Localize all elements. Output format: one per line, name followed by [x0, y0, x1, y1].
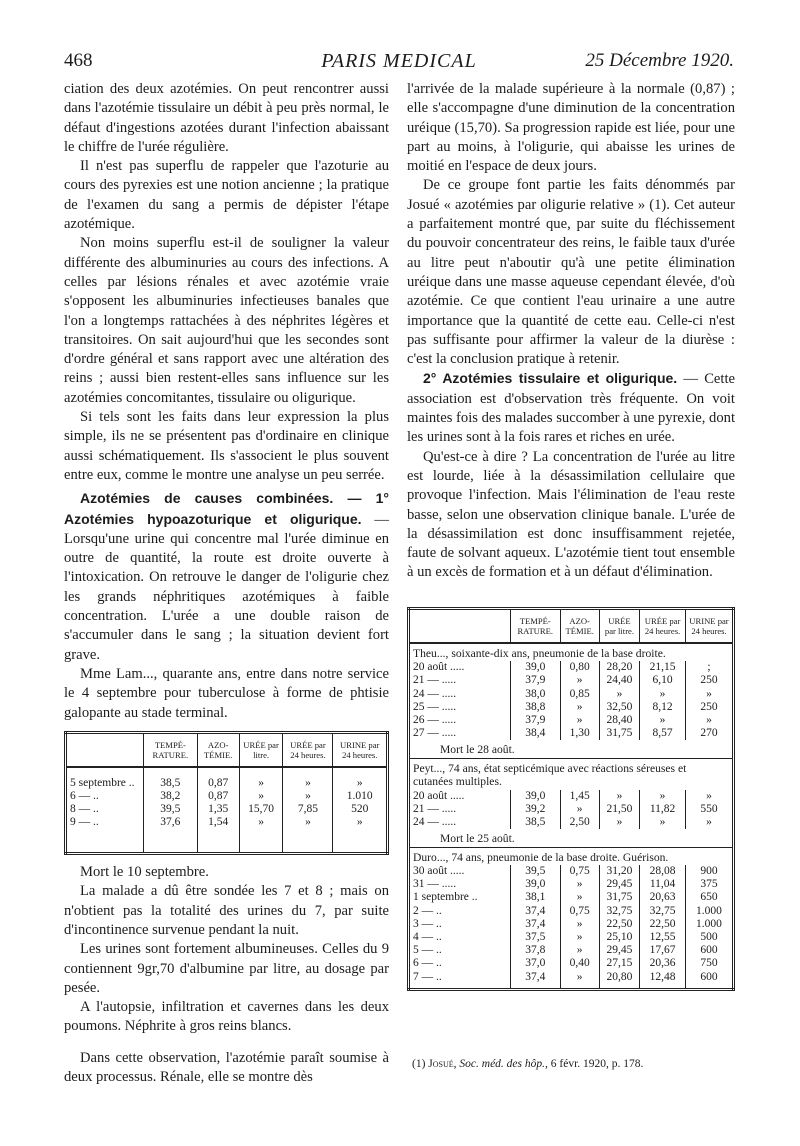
table-cell: 30 août ..... — [413, 864, 465, 877]
table-cell: 1,35 — [197, 803, 239, 816]
paragraph: Dans cette observation, l'azotémie paraît soumise à deux processus. Rénale, elle se montre dès — [64, 1049, 389, 1086]
table-cell: 1.000 — [685, 918, 733, 931]
table-cell: » — [599, 688, 639, 701]
table-cell: 24 — ..... — [413, 815, 457, 828]
table-cell: 270 — [685, 727, 733, 740]
table-row — [409, 714, 734, 727]
table-cell: 15,70 — [239, 803, 283, 816]
right-column — [407, 80, 735, 991]
table-cell: 20,36 — [640, 957, 686, 970]
left-column — [64, 80, 389, 1087]
footnote-rest: 6 févr. 1920, p. 178. — [547, 1058, 644, 1070]
table-row — [409, 674, 734, 687]
case-title: Theu..., soixante-dix ans, pneumonie de la base droite. — [413, 646, 666, 660]
table-cell: 11,04 — [640, 878, 686, 891]
table-cell: 5 septembre .. — [70, 776, 135, 789]
paragraph: Qu'est-ce à dire ? La concentration de l'urée au litre est lourde, liée à la désassimilation cellulaire que provoque l'infection. Mais l'élimination de l'eau reste basse, selon une observation clinique banale. L'urée de la désassimilation est donc insuffisamment rejetée, faute de solvant aqueux. L'azotémie tient tout ensemble à un excès de formation et à un défaut d'élimination. — [407, 448, 735, 581]
table-cell: 20,80 — [599, 971, 639, 984]
table-cell: » — [640, 714, 686, 727]
case-title: Peyt..., 74 ans, état septicémique avec réactions séreuses et cutanées multiples. — [409, 758, 734, 789]
table-cell: 0,75 — [560, 865, 599, 878]
table-row — [409, 891, 734, 904]
table-cell: » — [599, 816, 639, 829]
table-cell: 31,20 — [599, 865, 639, 878]
table-cell: 31 — ..... — [413, 878, 457, 891]
table-cell: 37,8 — [511, 944, 561, 957]
table-cell: » — [239, 816, 283, 829]
paragraph-text: — Lorsqu'une urine qui concentre mal l'urée diminue en outre de quantité, la route est droite ouverte à l'intoxication. On retrouve le danger de l'oligurie chez les grands néphritiques azotémiques à faible concentration. L'urée a une double raison de s'accumuler dans le sang ; la situation devient fort grave. — [64, 511, 389, 663]
table-header — [409, 608, 511, 643]
table-cell: 6,10 — [640, 674, 686, 687]
table-cell: 39,2 — [511, 803, 561, 816]
footnote-author: Josué, — [428, 1058, 457, 1070]
table-cell: 12,48 — [640, 971, 686, 984]
table-cell: 29,45 — [599, 944, 639, 957]
table-cell: » — [560, 971, 599, 984]
paragraph — [407, 369, 735, 447]
table-row — [66, 777, 388, 790]
table-cell: 6 — .. — [413, 957, 442, 970]
table-cell: 1.000 — [685, 905, 733, 918]
page-number: 468 — [64, 50, 93, 71]
table-header: URÉE par litre. — [239, 732, 283, 767]
case-title-row — [409, 847, 734, 865]
table-row — [409, 905, 734, 918]
table-header-row — [66, 732, 388, 767]
case-note: Mort le 10 septembre. — [80, 864, 209, 881]
table-cell: 1,30 — [560, 727, 599, 740]
table-cell: 32,75 — [599, 905, 639, 918]
table-cell: 12,55 — [640, 931, 686, 944]
table-row — [409, 816, 734, 829]
table-cell: » — [239, 777, 283, 790]
table-cell: 520 — [333, 803, 388, 816]
table-cell: 20,63 — [640, 891, 686, 904]
table-cell: » — [239, 790, 283, 803]
table-cell: 38,0 — [511, 688, 561, 701]
table-row — [409, 865, 734, 878]
table-cell: 25 — ..... — [413, 700, 457, 713]
table-cell: » — [685, 790, 733, 803]
paragraph: Il n'est pas superflu de rappeler que l'azoturie au cours des pyrexies est une notion ancienne ; la pratique de l'examen du sang a permis de dépister l'étape azotémique. — [64, 158, 389, 233]
table-cell: » — [560, 891, 599, 904]
table-cell: 1.010 — [333, 790, 388, 803]
table-row — [409, 803, 734, 816]
table-cell: 37,9 — [511, 674, 561, 687]
case-title-row — [409, 758, 734, 789]
case-description: Mme Lam..., quarante ans, entre dans notre service le 4 septembre pour tuberculose à forme de phtisie galopante au stade terminal. — [64, 665, 389, 721]
journal-title: PARIS MEDICAL — [321, 50, 477, 72]
table-cell: » — [560, 701, 599, 714]
table-row — [409, 931, 734, 944]
table-cell: 21 — ..... — [413, 674, 457, 687]
table-cell: 28,40 — [599, 714, 639, 727]
table-row — [409, 918, 734, 931]
table-cell: 29,45 — [599, 878, 639, 891]
table-cell: 250 — [685, 701, 733, 714]
table-cell: » — [333, 816, 388, 829]
table-cell: 37,6 — [144, 816, 198, 829]
table-row — [66, 790, 388, 803]
table-cell: 900 — [685, 865, 733, 878]
paragraph — [64, 489, 389, 665]
table-cell: 0,87 — [197, 777, 239, 790]
table-cell: 38,8 — [511, 701, 561, 714]
table-cell: 750 — [685, 957, 733, 970]
table-cell: 375 — [685, 878, 733, 891]
table-cell: 1,45 — [560, 790, 599, 803]
table-cell: 37,0 — [511, 957, 561, 970]
table-cell: 27 — ..... — [413, 727, 457, 740]
table-cell: 27,15 — [599, 957, 639, 970]
table-cell: 38,5 — [511, 816, 561, 829]
section-heading: 2° Azotémies tissulaire et oligurique. — [423, 370, 678, 387]
table-row — [409, 701, 734, 714]
table-cell: 32,75 — [640, 905, 686, 918]
table-header-row — [409, 608, 734, 643]
table-cell: 1,54 — [197, 816, 239, 829]
table-cell: 31,75 — [599, 891, 639, 904]
table-cell: 26 — ..... — [413, 713, 457, 726]
table-cell: 20 août ..... — [413, 661, 465, 674]
table-cell: » — [640, 816, 686, 829]
case-title-row — [409, 643, 734, 661]
table-cell: 9 — .. — [70, 816, 99, 829]
table-cell: 4 — .. — [413, 931, 442, 943]
table-cell: » — [560, 674, 599, 687]
case-note: Les urines sont fortement albumineuses. Celles du 9 contiennent 9gr,70 d'albumine par litre, au dosage par pesée. — [64, 941, 389, 996]
table-cell: 0,80 — [560, 661, 599, 674]
section-heading: Azotémies de causes combinées. — 1° Azotémies hypoazoturique et oligurique. — [64, 490, 389, 527]
table-header: AZO-TÉMIE. — [197, 732, 239, 767]
table-row — [409, 790, 734, 803]
table-cell: 31,75 — [599, 727, 639, 740]
table-cell: 250 — [685, 674, 733, 687]
table-cell: 37,9 — [511, 714, 561, 727]
table-cell: 0,85 — [560, 688, 599, 701]
table-cell: 500 — [685, 931, 733, 944]
paragraph: Si tels sont les faits dans leur expression la plus simple, ils ne se présentent pas d'ordinaire en clinique aussi schématiquement. Ils s'associent le plus souvent entre eux, comme le montre une analyse un peu serrée. — [64, 409, 389, 483]
table-cell: 28,20 — [599, 661, 639, 674]
table-cell: 21 — ..... — [413, 802, 457, 815]
table-row — [409, 957, 734, 970]
table-cell: 0,40 — [560, 957, 599, 970]
table-header: URÉE par 24 heures. — [283, 732, 333, 767]
table-cell: 8 — .. — [70, 803, 99, 816]
table-cell: » — [560, 944, 599, 957]
table-cell: » — [560, 878, 599, 891]
table-cell: 2,50 — [560, 816, 599, 829]
table-cell: 8,57 — [640, 727, 686, 740]
table-cell: 37,5 — [511, 931, 561, 944]
table-cell: 37,4 — [511, 905, 561, 918]
table-cell: 24,40 — [599, 674, 639, 687]
table-cell: 37,4 — [511, 971, 561, 984]
table-cell: 32,50 — [599, 701, 639, 714]
table-cell: 0,75 — [560, 905, 599, 918]
footnote-marker: (1) — [412, 1058, 429, 1070]
table-header: TEMPÉ-RATURE. — [511, 608, 561, 643]
case-title: Duro..., 74 ans, pneumonie de la base droite. Guérison. — [409, 847, 734, 865]
table-header: URÉE par 24 heures. — [640, 608, 686, 643]
table-cell: » — [640, 790, 686, 803]
table-cell: 24 — ..... — [413, 687, 457, 700]
table-header: URINE par 24 heures. — [333, 732, 388, 767]
table-cell: 38,4 — [511, 727, 561, 740]
table-cell: 7,85 — [283, 803, 333, 816]
paragraph: Non moins superflu est-il de souligner la valeur différente des albuminuries au cours des infections. A celles par lésions rénales et avec azotémie vraie s'opposent les albuminuries infectieuses banales que l'on a longtemps rattachées à des néphrites légères et transitoires. On sait aujourd'hui que les secondes sont d'ordre général et sans rapport avec une altération des reins ; aussi bien restent-elles sans influence sur les azotémies concomitantes, tissulaire ou oligurique. — [64, 235, 389, 406]
table-cell: 600 — [685, 971, 733, 984]
paragraph-text: — Cette association est d'observation très fréquente. On voit maintes fois des malades succomber à une pyrexie, dont les urines sont à la fois rares et riches en urée. — [407, 371, 735, 446]
table-cell: » — [560, 918, 599, 931]
paragraph: l'arrivée de la malade supérieure à la normale (0,87) ; elle s'accompagne d'une diminution de la concentration uréique (15,70). Sa progression rapide est liée, pour une part au moins, à l'oligurie, qui abaisse les urines de moitié en l'espace de deux jours. — [407, 81, 735, 175]
table-cell: 39,5 — [511, 865, 561, 878]
table-cell: 38,1 — [511, 891, 561, 904]
table-cell: 38,5 — [144, 777, 198, 790]
table-cell: ; — [685, 661, 733, 674]
table-cell: » — [685, 816, 733, 829]
table-cell: 11,82 — [640, 803, 686, 816]
data-table-2 — [407, 607, 735, 992]
table-cell: » — [599, 790, 639, 803]
table-cell: 8,12 — [640, 701, 686, 714]
table-header: URÉE par litre. — [599, 608, 639, 643]
table-cell: 650 — [685, 891, 733, 904]
table-cell: 22,50 — [599, 918, 639, 931]
table-header: TEMPÉ-RATURE. — [144, 732, 198, 767]
table-cell: 38,2 — [144, 790, 198, 803]
table-cell: » — [283, 816, 333, 829]
table-cell: 25,10 — [599, 931, 639, 944]
table-cell: 22,50 — [640, 918, 686, 931]
footnote — [412, 1058, 643, 1070]
table-row — [409, 878, 734, 891]
table-cell: » — [685, 714, 733, 727]
case-outcome: Mort le 25 août. — [440, 832, 515, 846]
case-notes — [64, 863, 389, 1037]
table-cell: » — [333, 777, 388, 790]
table-cell: 39,0 — [511, 661, 561, 674]
page-header — [64, 50, 734, 76]
data-table-1 — [64, 731, 389, 855]
case-outcome-row — [409, 829, 734, 847]
table-cell: 21,15 — [640, 661, 686, 674]
table-cell: » — [283, 790, 333, 803]
table-cell: 0,87 — [197, 790, 239, 803]
table-row — [66, 803, 388, 816]
table-header — [66, 732, 144, 767]
table-cell: 20 août ..... — [413, 789, 465, 802]
table-header: AZO-TÉMIE. — [560, 608, 599, 643]
table-row — [409, 688, 734, 701]
table-cell: » — [560, 803, 599, 816]
table-cell: 39,5 — [144, 803, 198, 816]
case-outcome: Mort le 28 août. — [440, 743, 515, 757]
table-cell: 550 — [685, 803, 733, 816]
table-cell: 600 — [685, 944, 733, 957]
table-row — [409, 661, 734, 674]
case-outcome-row — [409, 740, 734, 758]
paragraph: De ce groupe font partie les faits dénommés par Josué « azotémies par oligurie relative » (1). Cet auteur a parfaitement montré que, par suite du fléchissement du pouvoir concentrateur des reins, le faible taux d'urée au litre peut n'aboutir qu'à une petite élimination uréique dans une masse aqueuse cependant élevée, d'où azotémie. Ce que contient l'eau urinaire a une autre importance que la quantité de cette eau. Celle-ci n'est pas suffisante pour affirmer la valeur de la diurèse : c'est la conclusion pratique à retenir. — [407, 177, 735, 368]
table-cell: 5 — .. — [413, 944, 442, 957]
table-cell: » — [685, 688, 733, 701]
table-cell: 1 septembre .. — [413, 891, 478, 904]
table-cell: » — [640, 688, 686, 701]
table-cell: 17,67 — [640, 944, 686, 957]
table-cell: » — [560, 931, 599, 944]
issue-date: 25 Décembre 1920. — [585, 50, 734, 71]
table-cell: » — [283, 777, 333, 790]
table-cell: 7 — .. — [413, 970, 442, 983]
table-cell: 39,0 — [511, 790, 561, 803]
table-cell: 2 — .. — [413, 904, 442, 917]
table-row — [409, 727, 734, 740]
case-note: A l'autopsie, infiltration et cavernes dans les deux poumons. Néphrite à gros reins blancs. — [64, 999, 389, 1035]
table-cell: 21,50 — [599, 803, 639, 816]
table-cell: 37,4 — [511, 918, 561, 931]
table-cell: 3 — .. — [413, 917, 442, 930]
table-row — [409, 944, 734, 957]
table-cell: 6 — .. — [70, 790, 99, 802]
table-row — [409, 971, 734, 984]
table-cell: » — [560, 714, 599, 727]
footnote-source: Soc. méd. des hôp., — [456, 1058, 548, 1070]
table-row — [66, 816, 388, 829]
table-cell: 28,08 — [640, 865, 686, 878]
table-header: URINE par 24 heures. — [685, 608, 733, 643]
case-note: La malade a dû être sondée les 7 et 8 ; mais on n'obtient pas la totalité des urines du 7, par suite d'incontinence survenue pendant la nuit. — [64, 883, 389, 938]
paragraph: ciation des deux azotémies. On peut rencontrer aussi dans l'azotémie tissulaire un débit à peu près normal, le défaut d'ingestions azotées durant l'infection abaissant le chiffre de l'urée régulière. — [64, 81, 389, 155]
table-cell: 39,0 — [511, 878, 561, 891]
